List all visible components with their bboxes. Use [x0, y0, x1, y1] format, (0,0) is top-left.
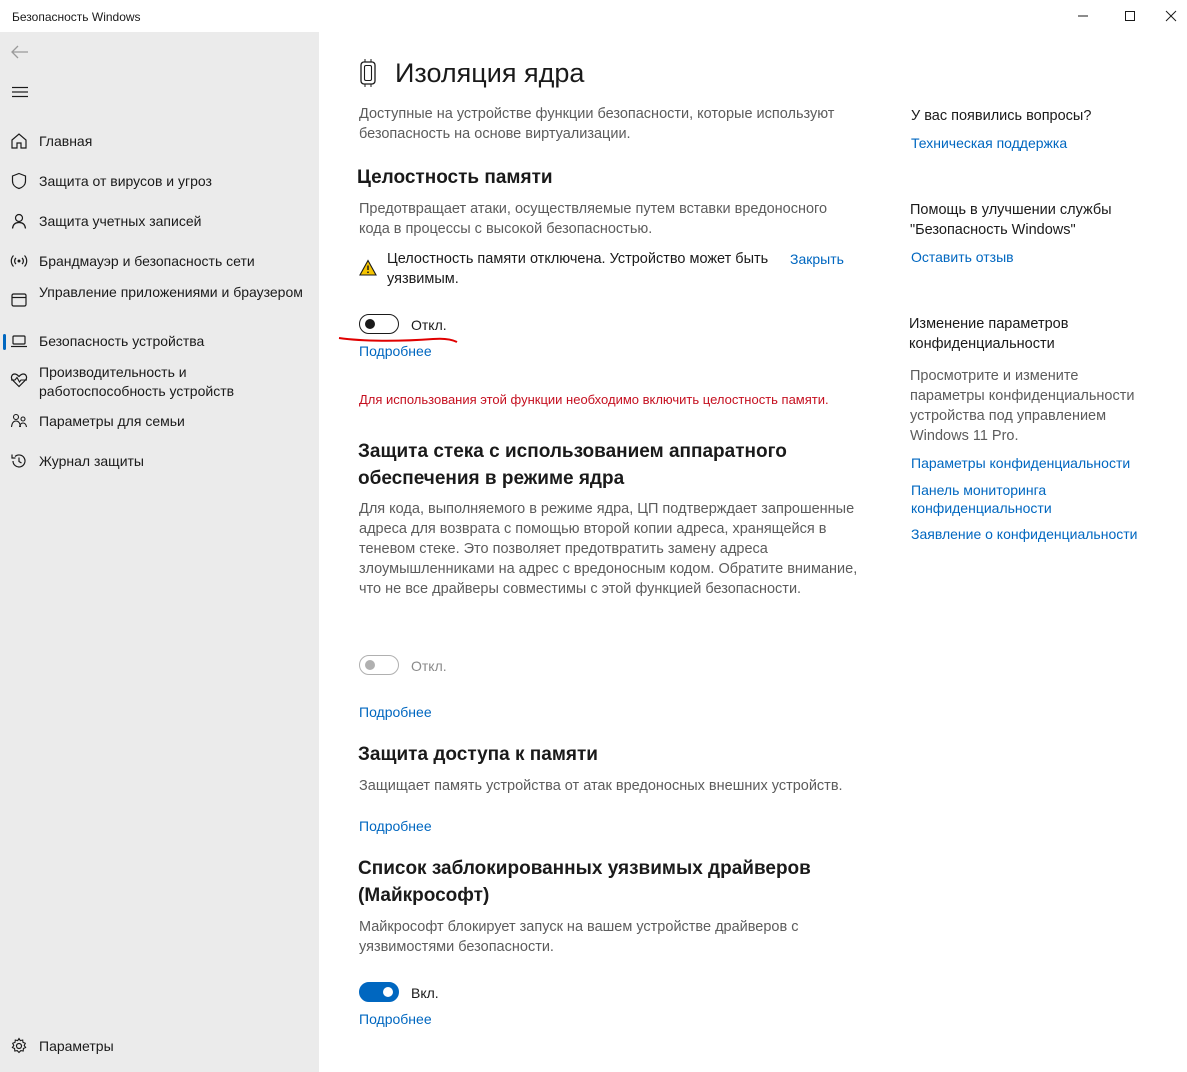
memory-integrity-learn-more-link[interactable]: Подробнее — [359, 343, 432, 359]
privacy-dashboard-link[interactable]: Панель мониторинга конфиденциальности — [911, 482, 1052, 516]
sidebar-item-home[interactable] — [0, 130, 319, 154]
sidebar-item-label: Параметры — [39, 1038, 114, 1054]
hamburger-icon — [12, 86, 28, 98]
sidebar-item-label: Главная — [39, 133, 93, 149]
page-intro: Доступные на устройстве функции безопасности, которые используют безопасность на основе виртуализации. — [359, 106, 835, 142]
stack-protection-toggle-state: Откл. — [411, 658, 447, 674]
person-icon — [10, 212, 28, 230]
sidebar-item-label: Безопасность устройства — [39, 333, 205, 349]
sidebar-item-firewall[interactable] — [0, 250, 319, 274]
driver-blocklist-heading: Список заблокированных уязвимых драйверов (Майкрософт) — [358, 858, 811, 906]
main-content — [319, 32, 1187, 1072]
sidebar-item-app-browser-control[interactable] — [0, 282, 319, 322]
page-title: Изоляция ядра — [395, 58, 585, 88]
warning-icon — [359, 259, 377, 277]
privacy-settings-link[interactable]: Параметры конфиденциальности — [911, 455, 1131, 471]
driver-blocklist-learn-more-link[interactable]: Подробнее — [359, 1011, 432, 1027]
menu-button[interactable] — [8, 80, 32, 104]
active-indicator — [3, 334, 6, 350]
stack-protection-toggle[interactable] — [359, 655, 399, 675]
driver-blocklist-toggle-state: Вкл. — [411, 985, 439, 1001]
sidebar-item-family-options[interactable] — [0, 410, 319, 434]
wifi-antenna-icon — [10, 252, 28, 270]
sidebar-item-label: Производительность и работоспособность устройств — [39, 364, 235, 399]
feedback-heading: Помощь в улучшении службы "Безопасность Windows" — [910, 202, 1112, 238]
sidebar-item-device-performance[interactable] — [0, 362, 319, 402]
toggle-knob — [365, 660, 375, 670]
memory-integrity-warning: Целостность памяти отключена. Устройство может быть уязвимым. — [387, 251, 769, 287]
title-bar — [0, 0, 1187, 32]
driver-blocklist-toggle[interactable] — [359, 982, 399, 1002]
core-isolation-icon — [357, 58, 383, 88]
sidebar — [0, 32, 319, 1072]
maximize-button[interactable] — [1107, 0, 1153, 32]
close-icon — [1165, 10, 1177, 22]
history-icon — [10, 452, 28, 470]
stack-protection-learn-more-link[interactable]: Подробнее — [359, 704, 432, 720]
sidebar-item-label: Защита от вирусов и угроз — [39, 173, 212, 189]
close-button[interactable] — [1148, 0, 1187, 32]
sidebar-item-label: Брандмауэр и безопасность сети — [39, 253, 255, 269]
sidebar-item-label: Параметры для семьи — [39, 413, 185, 429]
privacy-heading: Изменение параметров конфиденциальности — [909, 316, 1069, 352]
sidebar-item-label: Управление приложениями и браузером — [39, 284, 303, 300]
minimize-icon — [1077, 10, 1089, 22]
family-icon — [10, 412, 28, 430]
tech-support-link[interactable]: Техническая поддержка — [911, 135, 1068, 151]
sidebar-item-virus-protection[interactable] — [0, 170, 319, 194]
privacy-description: Просмотрите и измените параметры конфиденциальности устройства под управлением Windows 11 Pro. — [910, 368, 1135, 444]
sidebar-item-protection-history[interactable] — [0, 450, 319, 474]
memory-integrity-toggle[interactable] — [359, 314, 399, 334]
toggle-knob — [383, 987, 393, 997]
sidebar-item-label: Журнал защиты — [39, 453, 144, 469]
minimize-button[interactable] — [1060, 0, 1106, 32]
memory-integrity-error: Для использования этой функции необходимо включить целостность памяти. — [359, 392, 829, 407]
heart-pulse-icon — [10, 371, 28, 389]
sidebar-item-label: Защита учетных записей — [39, 213, 202, 229]
memory-access-description: Защищает память устройства от атак вредоносных внешних устройств. — [359, 778, 843, 794]
app-browser-icon — [10, 291, 28, 309]
stack-protection-description: Для кода, выполняемого в режиме ядра, ЦП подтверждает запрошенные адреса для возврата с помощью второй копии адреса, хранящейся в теневом стеке. Это позволяет предотвратить замену адреса злоумышленниками на адрес с вредоносным кодом. Обратите внимание, что не все драйверы совместимы с этой функцией безопасности. — [359, 501, 858, 597]
shield-icon — [10, 172, 28, 190]
maximize-icon — [1124, 10, 1136, 22]
memory-access-heading: Защита доступа к памяти — [358, 744, 598, 765]
back-button[interactable] — [8, 40, 32, 64]
privacy-statement-link[interactable]: Заявление о конфиденциальности — [911, 526, 1138, 542]
gear-icon — [10, 1037, 28, 1055]
memory-integrity-toggle-state: Откл. — [411, 317, 447, 333]
toggle-knob — [365, 319, 375, 329]
memory-integrity-heading: Целостность памяти — [357, 167, 553, 188]
home-icon — [10, 132, 28, 150]
window-title: Безопасность Windows — [12, 10, 141, 24]
memory-access-learn-more-link[interactable]: Подробнее — [359, 818, 432, 834]
sidebar-item-account-protection[interactable] — [0, 210, 319, 234]
sidebar-item-device-security[interactable] — [0, 330, 319, 354]
stack-protection-heading: Защита стека с использованием аппаратного обеспечения в режиме ядра — [358, 441, 787, 489]
questions-heading: У вас появились вопросы? — [911, 108, 1092, 124]
dismiss-warning-link[interactable]: Закрыть — [790, 251, 844, 267]
give-feedback-link[interactable]: Оставить отзыв — [911, 249, 1014, 265]
memory-integrity-description: Предотвращает атаки, осуществляемые путем вставки вредоносного кода в процессы с высокой безопасностью. — [359, 201, 828, 237]
laptop-icon — [10, 332, 28, 350]
driver-blocklist-description: Майкрософт блокирует запуск на вашем устройстве драйверов с уязвимостями безопасности. — [359, 919, 799, 955]
sidebar-item-settings[interactable] — [0, 1035, 319, 1059]
back-arrow-icon — [11, 45, 29, 59]
